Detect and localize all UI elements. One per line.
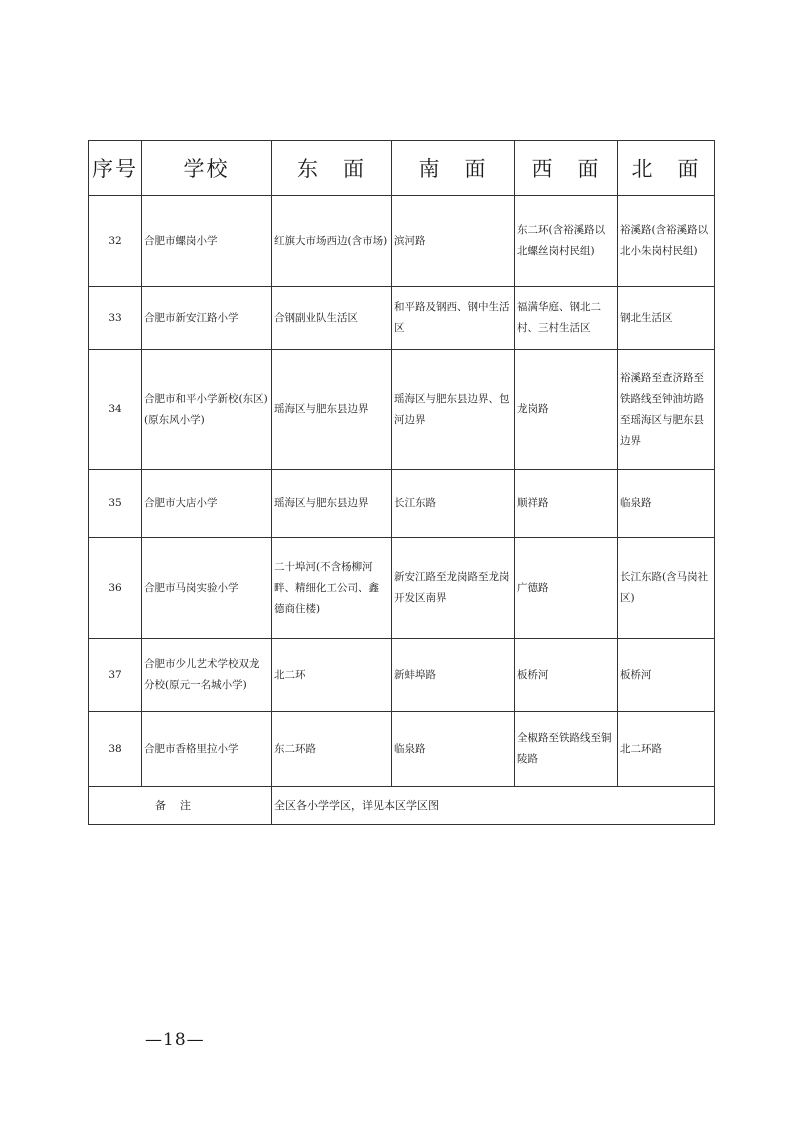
east-boundary: 二十埠河(不含杨柳河畔、精细化工公司、鑫德商住楼) [272, 538, 392, 639]
table-row [89, 196, 715, 287]
north-boundary: 裕溪路至查济路至铁路线至钟油坊路至瑶海区与肥东县边界 [618, 350, 715, 470]
north-boundary: 钢北生活区 [618, 287, 715, 350]
row-number: 34 [89, 350, 142, 470]
note-label: 备注 [89, 787, 272, 825]
row-number: 37 [89, 639, 142, 712]
header-north: 北 面 [618, 141, 715, 196]
school-name: 合肥市螺岗小学 [142, 196, 272, 287]
south-boundary: 临泉路 [392, 712, 515, 787]
note-row [89, 787, 715, 825]
south-boundary: 新安江路至龙岗路至龙岗开发区南界 [392, 538, 515, 639]
school-name: 合肥市新安江路小学 [142, 287, 272, 350]
row-number: 36 [89, 538, 142, 639]
header-school: 学校 [142, 141, 272, 196]
table-row [89, 538, 715, 639]
west-boundary: 全椒路至铁路线至铜陵路 [515, 712, 618, 787]
south-boundary: 瑶海区与肥东县边界、包河边界 [392, 350, 515, 470]
row-number: 33 [89, 287, 142, 350]
header-number: 序号 [89, 141, 142, 196]
east-boundary: 合钢副业队生活区 [272, 287, 392, 350]
page-number: —18— [145, 1030, 205, 1050]
header-row [89, 141, 715, 196]
school-name: 合肥市香格里拉小学 [142, 712, 272, 787]
table-row [89, 470, 715, 538]
east-boundary: 瑶海区与肥东县边界 [272, 350, 392, 470]
east-boundary: 瑶海区与肥东县边界 [272, 470, 392, 538]
table-row [89, 350, 715, 470]
west-boundary: 顺祥路 [515, 470, 618, 538]
row-number: 35 [89, 470, 142, 538]
school-district-table-container [88, 140, 714, 825]
north-boundary: 临泉路 [618, 470, 715, 538]
east-boundary: 东二环路 [272, 712, 392, 787]
note-text: 全区各小学学区，详见本区学区图 [272, 787, 715, 825]
table-row [89, 639, 715, 712]
header-west: 西 面 [515, 141, 618, 196]
west-boundary: 板桥河 [515, 639, 618, 712]
school-name: 合肥市马岗实验小学 [142, 538, 272, 639]
south-boundary: 长江东路 [392, 470, 515, 538]
west-boundary: 东二环(含裕溪路以北螺丝岗村民组) [515, 196, 618, 287]
school-district-table [88, 140, 715, 825]
header-south: 南 面 [392, 141, 515, 196]
row-number: 32 [89, 196, 142, 287]
north-boundary: 裕溪路(含裕溪路以北小朱岗村民组) [618, 196, 715, 287]
school-name: 合肥市和平小学新校(东区)(原东风小学) [142, 350, 272, 470]
north-boundary: 北二环路 [618, 712, 715, 787]
south-boundary: 新蚌埠路 [392, 639, 515, 712]
south-boundary: 滨河路 [392, 196, 515, 287]
west-boundary: 龙岗路 [515, 350, 618, 470]
school-name: 合肥市少儿艺术学校双龙分校(原元一名城小学) [142, 639, 272, 712]
school-name: 合肥市大店小学 [142, 470, 272, 538]
south-boundary: 和平路及钢西、钢中生活区 [392, 287, 515, 350]
table-row [89, 712, 715, 787]
east-boundary: 北二环 [272, 639, 392, 712]
header-east: 东 面 [272, 141, 392, 196]
north-boundary: 板桥河 [618, 639, 715, 712]
west-boundary: 广德路 [515, 538, 618, 639]
north-boundary: 长江东路(含马岗社区) [618, 538, 715, 639]
table-row [89, 287, 715, 350]
row-number: 38 [89, 712, 142, 787]
east-boundary: 红旗大市场西边(含市场) [272, 196, 392, 287]
west-boundary: 福满华庭、钢北二村、三村生活区 [515, 287, 618, 350]
